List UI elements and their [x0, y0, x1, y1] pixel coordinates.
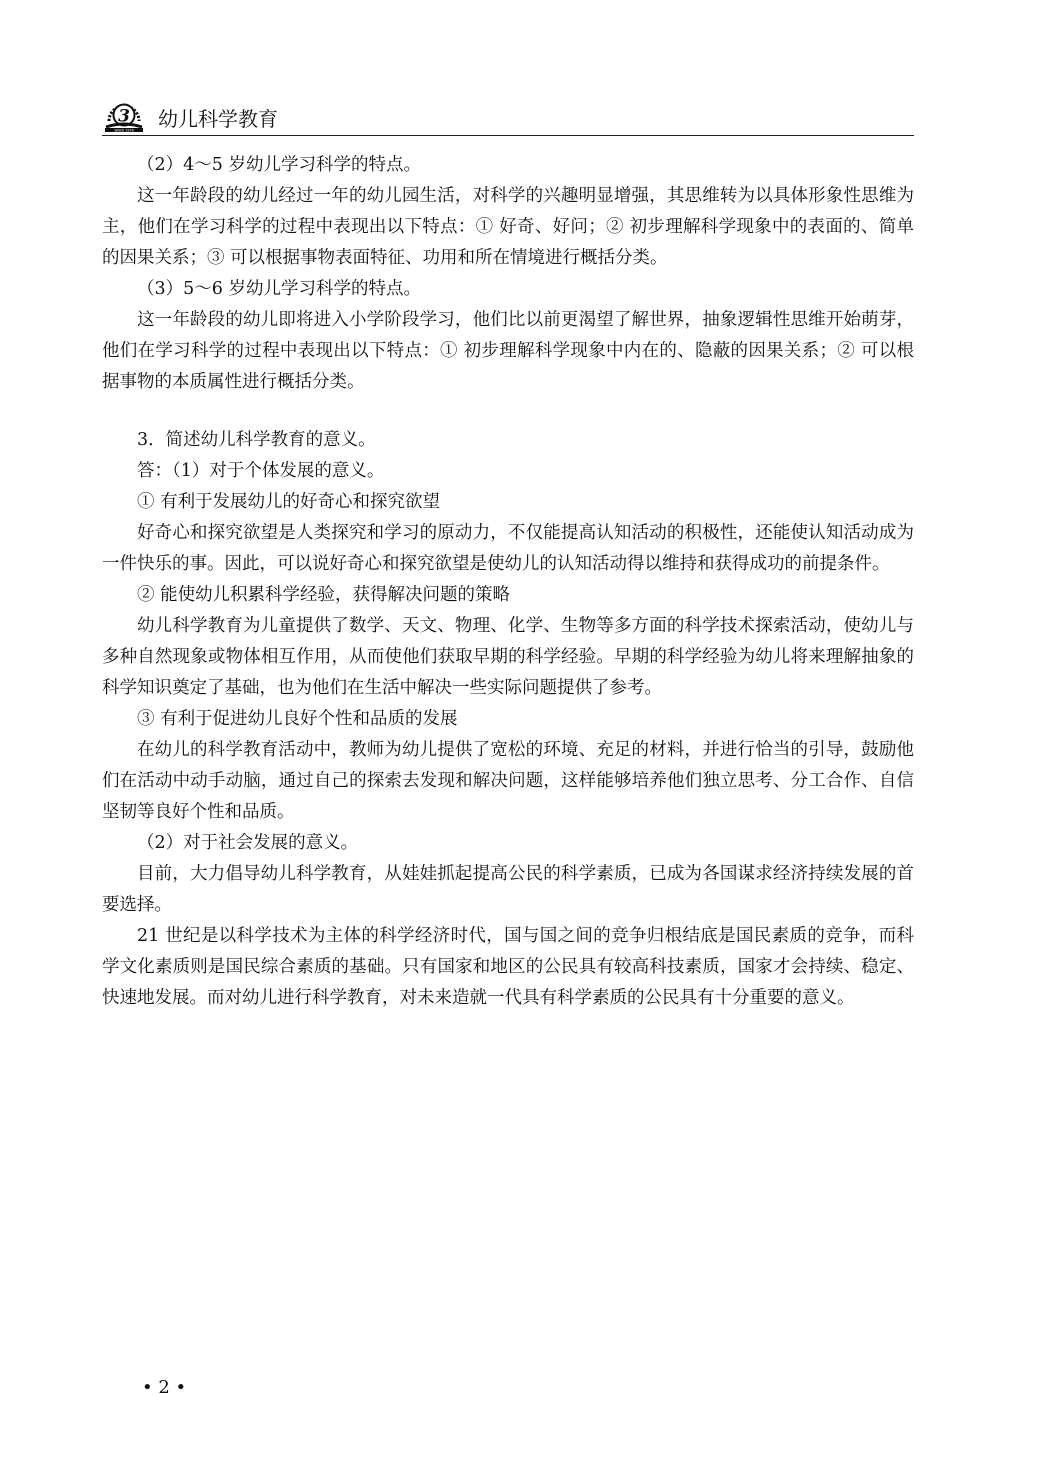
question-heading: 3．简述幼儿科学教育的意义。 — [137, 430, 376, 450]
page-content — [102, 150, 914, 1014]
paragraph: 好奇心和探究欲望是人类探究和学习的原动力，不仅能提高认知活动的积极性，还能使认知活动成为一件快乐的事。因此，可以说好奇心和探究欲望是使幼儿的认知活动得以维持和获得成功的前提条件。 — [102, 523, 914, 574]
paragraph: （2）4～5 岁幼儿学习科学的特点。 — [137, 155, 421, 175]
paragraph: ② 能使幼儿积累科学经验，获得解决问题的策略 — [137, 585, 511, 605]
paragraph: 这一年龄段的幼儿经过一年的幼儿园生活，对科学的兴趣明显增强，其思维转为以具体形象性思维为主，他们在学习科学的过程中表现出以下特点：① 好奇、好问；② 初步理解科学现象中的表面的、简单的因果关系；③ 可以根据事物表面特征、功用和所在情境进行概括分类。 — [102, 186, 914, 268]
paragraph: 21 世纪是以科学技术为主体的科学经济时代，国与国之间的竞争归根结底是国民素质的竞争，而科学文化素质则是国民综合素质的基础。只有国家和地区的公民具有较高科技素质，国家才会持续、稳定、快速地发展。而对幼儿进行科学教育，对未来造就一代具有科学素质的公民具有十分重要的意义。 — [102, 926, 914, 1008]
header-rule — [102, 135, 914, 136]
paragraph: （2）对于社会发展的意义。 — [137, 833, 359, 853]
paragraph: 目前，大力倡导幼儿科学教育，从娃娃抓起提高公民的科学素质，已成为各国谋求经济持续发展的首要选择。 — [102, 864, 914, 915]
page-header — [102, 96, 914, 136]
paragraph: 幼儿科学教育为儿童提供了数学、天文、物理、化学、生物等多方面的科学技术探索活动，使幼儿与多种自然现象或物体相互作用，从而使他们获取早期的科学经验。早期的科学经验为幼儿将来理解抽象的科学知识奠定了基础，也为他们在生活中解决一些实际问题提供了参考。 — [102, 616, 914, 698]
svg-text:SINCE 1978: SINCE 1978 — [114, 128, 134, 133]
paragraph: （3）5～6 岁幼儿学习科学的特点。 — [137, 279, 421, 299]
book-title: 幼儿科学教育 — [158, 107, 278, 131]
paragraph: 在幼儿的科学教育活动中，教师为幼儿提供了宽松的环境、充足的材料，并进行恰当的引导，鼓励他们在活动中动手动脑，通过自己的探索去发现和解决问题，这样能够培养他们独立思考、分工合作、自信坚韧等良好个性和品质。 — [102, 740, 914, 822]
svg-text:3: 3 — [118, 106, 130, 127]
paragraph: ① 有利于发展幼儿的好奇心和探究欲望 — [137, 492, 441, 512]
page-number: • 2 • — [142, 1377, 187, 1398]
paragraph: ③ 有利于促进幼儿良好个性和品质的发展 — [137, 709, 458, 729]
paragraph: 这一年龄段的幼儿即将进入小学阶段学习，他们比以前更渴望了解世界，抽象逻辑性思维开始萌芽，他们在学习科学的过程中表现出以下特点：① 初步理解科学现象中内在的、隐蔽的因果关系；② 可以根据事物的本质属性进行概括分类。 — [102, 310, 914, 392]
paragraph: 答：（1）对于个体发展的意义。 — [137, 461, 385, 481]
publisher-logo-icon — [102, 96, 146, 134]
